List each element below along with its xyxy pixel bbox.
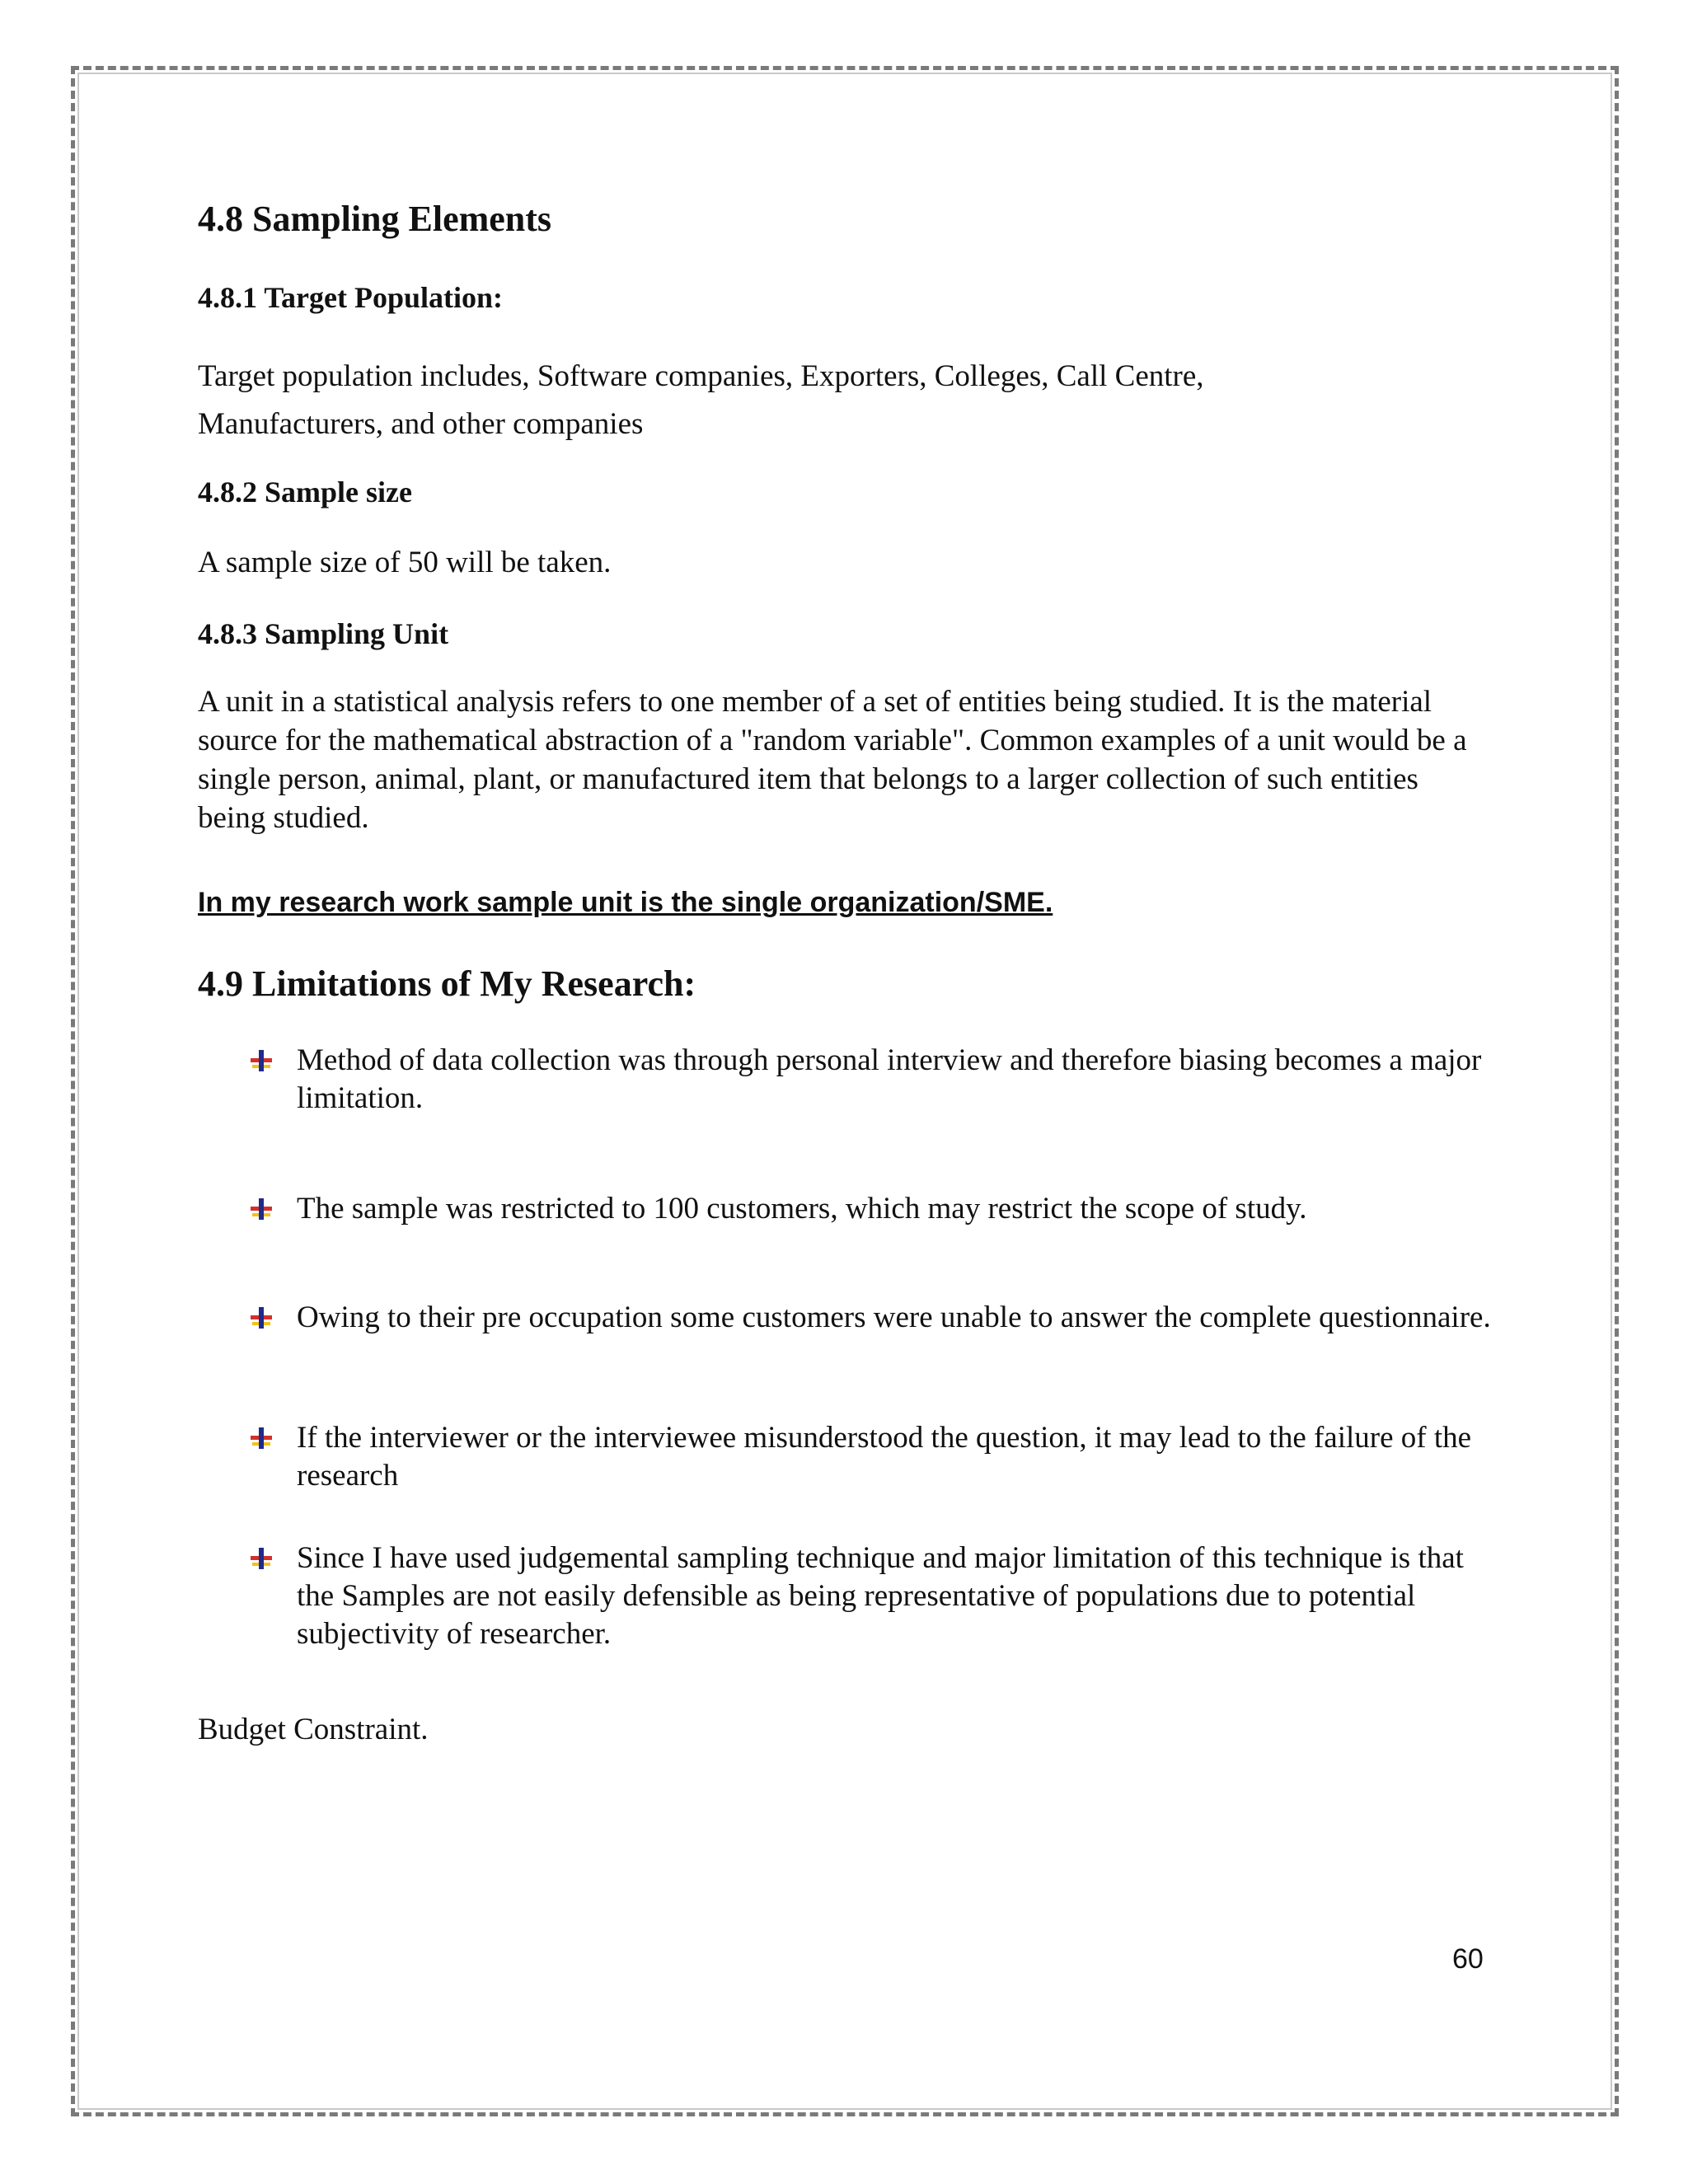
section-4-8-3-heading: 4.8.3 Sampling Unit <box>198 617 449 650</box>
limitation-text: Since I have used judgemental sampling technique and major limitation of this technique is that the Samples are not easily defensible as being representative of populations due to potential subjectivity of researcher. <box>297 1541 1464 1651</box>
section-4-8-heading: 4.8 Sampling Elements <box>198 199 552 239</box>
limitation-text: Owing to their pre occupation some customers were unable to answer the complete questionnaire. <box>297 1301 1491 1334</box>
arrow-bullet-icon <box>249 1197 274 1221</box>
limitation-text: Method of data collection was through personal interview and therefore biasing becomes a major limitation. <box>297 1043 1482 1115</box>
limitation-text: If the interviewer or the interviewee misunderstood the question, it may lead to the failure of the research <box>297 1421 1472 1493</box>
target-population-text: Target population includes, Software companies, Exporters, Colleges, Call Centre, Manufacturers, and other companies <box>198 359 1204 441</box>
arrow-bullet-icon <box>249 1305 274 1330</box>
budget-constraint-text: Budget Constraint. <box>198 1713 429 1746</box>
arrow-bullet-icon <box>249 1426 274 1451</box>
arrow-bullet-icon <box>249 1048 274 1073</box>
section-4-9-heading: 4.9 Limitations of My Research: <box>198 963 696 1004</box>
sample-size-text: A sample size of 50 will be taken. <box>198 546 612 579</box>
arrow-bullet-icon <box>249 1546 274 1571</box>
page-number: 60 <box>1452 1943 1484 1975</box>
sample-unit-note: In my research work sample unit is the single organization/SME. <box>198 887 1053 918</box>
section-4-8-2-heading: 4.8.2 Sample size <box>198 476 412 509</box>
limitation-text: The sample was restricted to 100 customers, which may restrict the scope of study. <box>297 1192 1307 1226</box>
sampling-unit-text: A unit in a statistical analysis refers to one member of a set of entities being studied. It is the material source for the mathematical abstraction of a "random variable". Common examples of a unit would be a single person, animal, plant, or manufactured item that belongs to a larger collection of such entities being studied. <box>198 685 1467 835</box>
section-4-8-1-heading: 4.8.1 Target Population: <box>198 281 504 314</box>
